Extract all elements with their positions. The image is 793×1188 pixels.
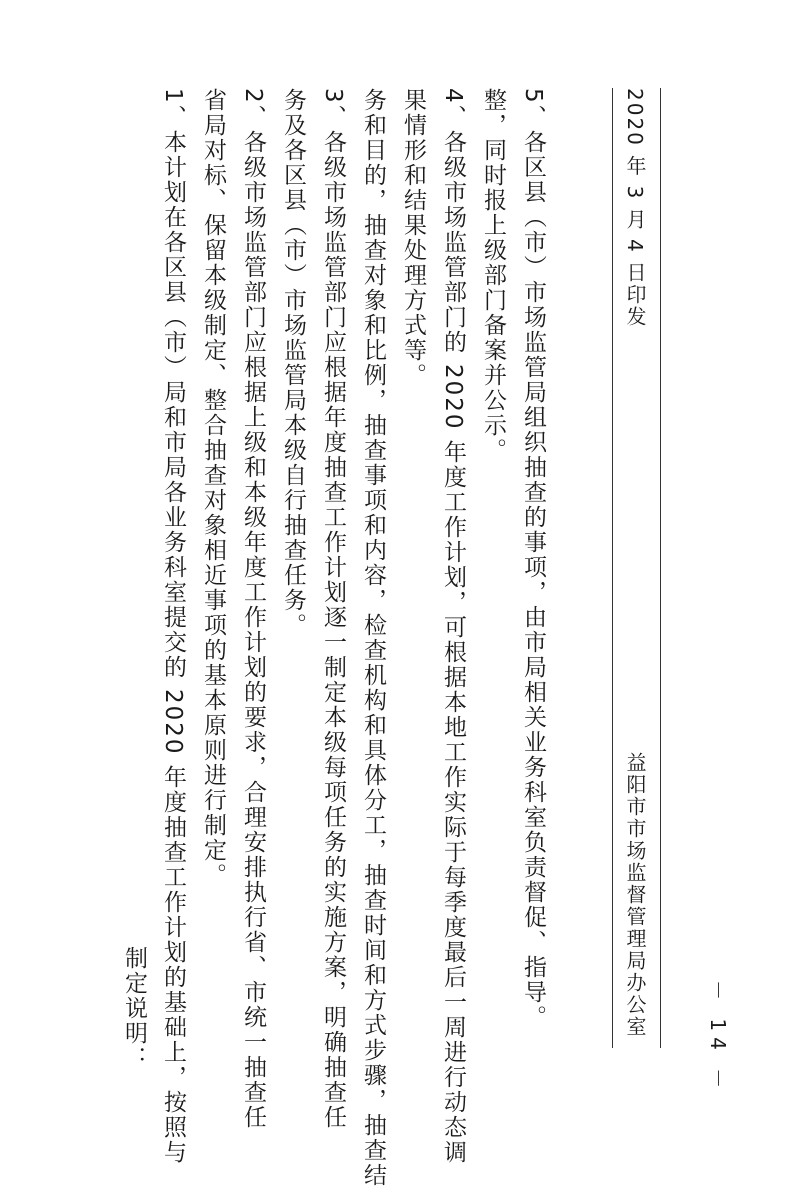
footer-issuer: 益阳市市场监督管理局办公室: [623, 752, 647, 1038]
text-line: 果情形和结果处理方式等。: [400, 88, 426, 388]
text-line: 4、各级市场监管部门的 2020 年度工作计划，可根据本地工作实际于每季度最后一周进行动态调: [440, 88, 466, 1165]
text-line: 务及各区县（市）市场监管局本级自行抽查任务。: [280, 88, 306, 638]
text-line: 务和目的，抽查对象和比例，抽查事项和内容，检查机构和具体分工，抽查时间和方式步骤，抽查结: [360, 88, 386, 1188]
text-line: 2、各级市场监管部门应根据上级和本级年度工作计划的要求，合理安排执行省、市统一抽查任: [240, 88, 266, 1130]
heading: 制定说明：: [121, 946, 147, 1071]
footer-rule-top: [612, 88, 613, 1048]
footer-date: 2020 年 3 月 4 日印发: [623, 88, 647, 329]
footer-rule-bottom: [660, 88, 661, 1048]
text-line: 5、各区县（市）市场监管局组织抽查的事项，由市局相关业务科室负责督促、指导。: [520, 88, 546, 1030]
text-line: 省局对标、保留本级制定、整合抽查对象相近事项的基本原则进行制定。: [200, 88, 226, 888]
text-line: 整，同时报上级部门备案并公示。: [480, 88, 506, 463]
page-number: － 14 －: [706, 980, 730, 1095]
text-line: 1、本计划在各区县（市）局和市局各业务科室提交的 2020 年度抽查工作计划的基础上，按照与: [160, 88, 186, 1165]
text-line: 3、各级市场监管部门应根据年度抽查工作计划逐一制定本级每项任务的实施方案，明确抽查任: [320, 88, 346, 1130]
